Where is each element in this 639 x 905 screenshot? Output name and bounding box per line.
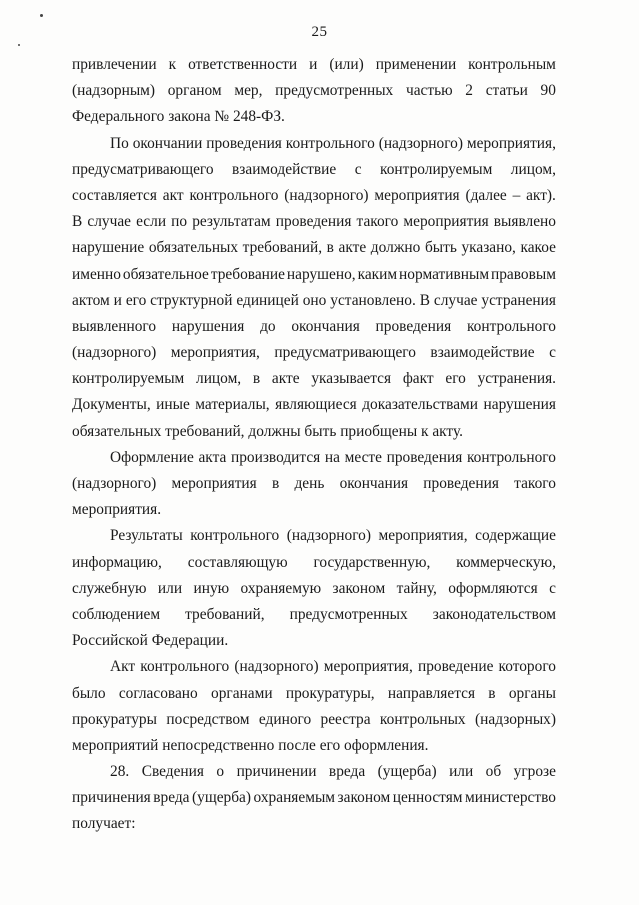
text-line: Документы, иные материалы, являющиеся доказательствами нарушения (72, 396, 556, 414)
text-line: соблюдением требований, предусмотренных законодательством (72, 605, 556, 623)
text-line: Российской Федерации. (72, 632, 229, 650)
text-line: 28. Сведения о причинении вреда (ущерба) или об угрозе (110, 763, 556, 781)
page-number: 25 (311, 24, 328, 40)
paragraph (72, 52, 556, 131)
text-line: В случае если по результатам проведения такого мероприятия выявлено (72, 213, 556, 231)
text-line: информацию, составляющую государственную, коммерческую, (72, 553, 556, 571)
text-line: служебную или иную охраняемую законом тайну, оформляются с (72, 579, 556, 597)
text-line: нарушение обязательных требований, в акте должно быть указано, какое (72, 239, 556, 257)
text-line: По окончании проведения контрольного (надзорного) мероприятия, (110, 134, 556, 152)
paragraph (72, 759, 556, 838)
text-line: причинения вреда (ущерба) охраняемым законом ценностям министерство (72, 789, 556, 807)
paragraph (72, 523, 556, 654)
text-line: Результаты контрольного (надзорного) мероприятия, содержащие (110, 527, 556, 545)
text-line: Федерального закона № 248-ФЗ. (72, 108, 285, 126)
text-line: мероприятия. (72, 501, 162, 519)
text-line: контролируемым лицом, в акте указывается факт его устранения. (72, 370, 556, 388)
text-line: (надзорного) мероприятия, предусматривающего взаимодействие с (72, 344, 556, 362)
text-line: (надзорным) органом мер, предусмотренных частью 2 статьи 90 (72, 82, 556, 100)
text-line: актом и его структурной единицей оно установлено. В случае устранения (72, 291, 556, 309)
text-line: мероприятий непосредственно после его оформления. (72, 736, 429, 754)
text-line: обязательных требований, должны быть приобщены к акту. (72, 422, 463, 440)
paragraph (72, 445, 556, 524)
text-line: именно обязательное требование нарушено, каким нормативным правовым (72, 265, 556, 283)
text-line: Акт контрольного (надзорного) мероприятия, проведение которого (110, 658, 556, 676)
text-line: составляется акт контрольного (надзорного) мероприятия (далее – акт). (72, 186, 556, 204)
document-body (72, 52, 556, 838)
scan-speck (40, 14, 43, 17)
text-line: (надзорного) мероприятия в день окончания проведения такого (72, 475, 556, 492)
text-line: привлечении к ответственности и (или) применении контрольным (72, 56, 556, 73)
paragraph (72, 654, 556, 759)
scan-speck (18, 44, 20, 46)
text-line: Оформление акта производится на месте проведения контрольного (110, 448, 556, 466)
paragraph (72, 131, 556, 445)
text-line: было согласовано органами прокуратуры, направляется в органы (72, 684, 556, 702)
text-line: получает: (72, 815, 136, 833)
text-line: выявленного нарушения до окончания проведения контрольного (72, 317, 556, 335)
text-line: прокуратуры посредством единого реестра контрольных (надзорных) (72, 710, 556, 728)
text-line: предусматривающего взаимодействие с контролируемым лицом, (72, 160, 556, 178)
